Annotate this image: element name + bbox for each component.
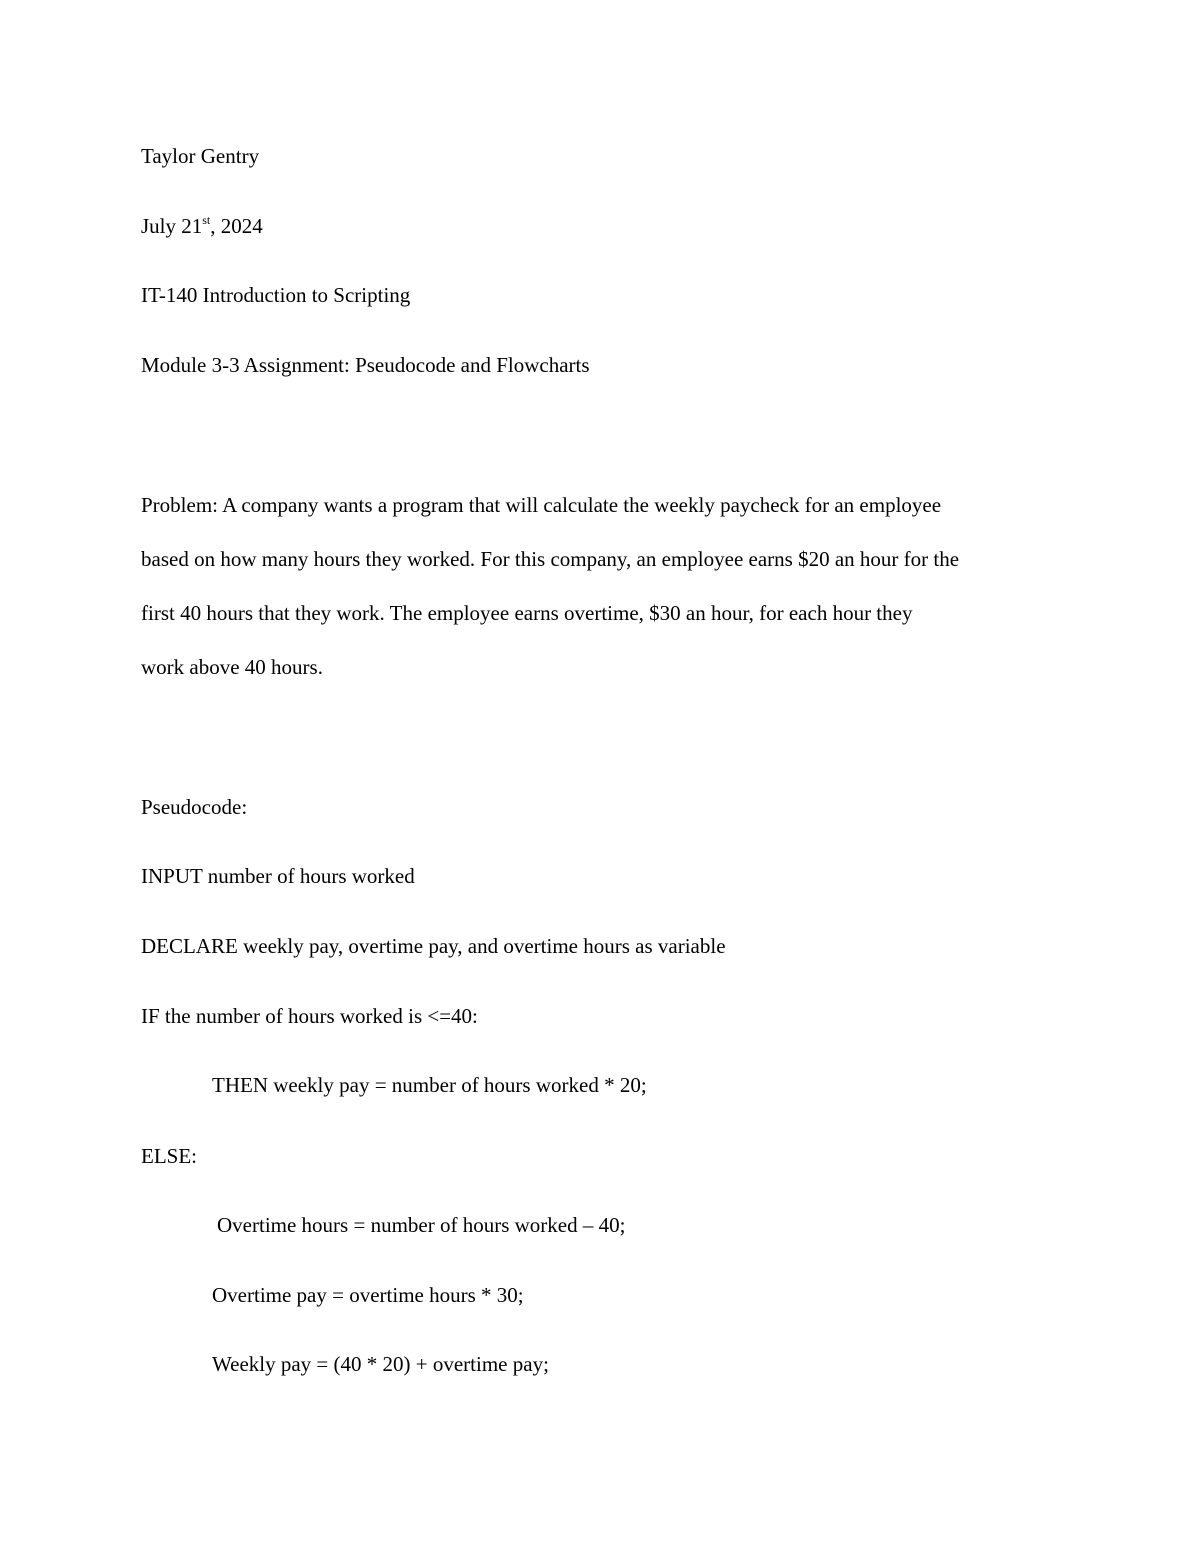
pseudocode-weekly-pay: Weekly pay = (40 * 20) + overtime pay;	[212, 1352, 549, 1376]
date-prefix: July 21	[141, 214, 203, 238]
assignment-date	[141, 213, 263, 238]
problem-line-2: based on how many hours they worked. For this company, an employee earns $20 an hour for the	[141, 547, 960, 571]
date-rest: , 2024	[210, 214, 263, 238]
pseudocode-input: INPUT number of hours worked	[141, 864, 415, 888]
pseudocode-if: IF the number of hours worked is <=40:	[141, 1004, 478, 1028]
pseudocode-declare: DECLARE weekly pay, overtime pay, and overtime hours as variable	[141, 934, 726, 958]
date-ordinal-suffix: st	[202, 213, 211, 227]
author-name: Taylor Gentry	[141, 144, 260, 168]
assignment-title: Module 3-3 Assignment: Pseudocode and Flowcharts	[141, 353, 590, 377]
problem-line-1: Problem: A company wants a program that will calculate the weekly paycheck for an employee	[141, 493, 942, 517]
pseudocode-overtime-hours: Overtime hours = number of hours worked – 40;	[217, 1213, 626, 1237]
course-title: IT-140 Introduction to Scripting	[141, 283, 411, 307]
pseudocode-overtime-pay: Overtime pay = overtime hours * 30;	[212, 1283, 524, 1307]
problem-line-4: work above 40 hours.	[141, 655, 323, 679]
problem-line-3: first 40 hours that they work. The employee earns overtime, $30 an hour, for each hour they	[141, 601, 913, 625]
pseudocode-then: THEN weekly pay = number of hours worked * 20;	[212, 1073, 647, 1097]
pseudocode-heading: Pseudocode:	[141, 795, 248, 819]
pseudocode-else: ELSE:	[141, 1144, 197, 1168]
